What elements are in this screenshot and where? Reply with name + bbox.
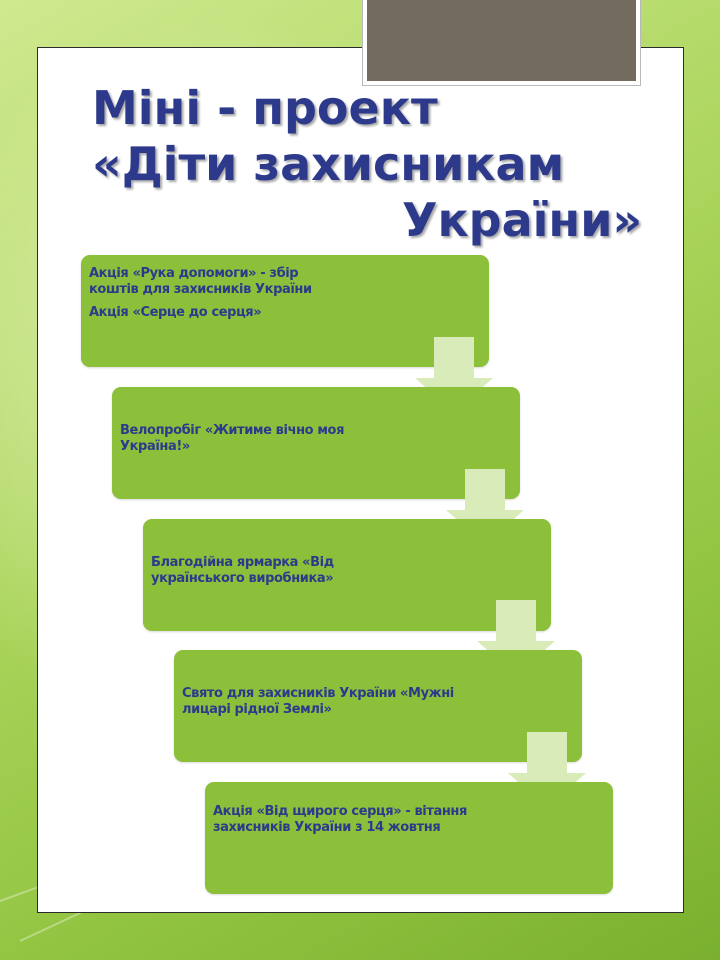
title-line-3: України» bbox=[402, 193, 643, 247]
process-step-5 bbox=[205, 782, 613, 894]
step-3-text: Благодійна ярмарка «Від українського виробника» bbox=[151, 555, 334, 586]
step-1-text-1: Акція «Рука допомоги» - збір коштів для захисників України bbox=[89, 266, 312, 297]
header-block bbox=[363, 0, 640, 85]
step-4-text: Свято для захисників України «Мужні лицарі рідної Землі» bbox=[182, 686, 454, 717]
step-1-text-2: Акція «Серце до серця» bbox=[89, 305, 262, 320]
slide-title bbox=[0, 80, 720, 248]
step-5-text: Акція «Від щирого серця» - вітання захисників України з 14 жовтня bbox=[213, 804, 467, 835]
step-2-text: Велопробіг «Житиме вічно моя Україна!» bbox=[120, 423, 345, 454]
title-line-2: «Діти захисникам bbox=[92, 137, 565, 191]
title-line-1: Міні - проект bbox=[92, 81, 438, 135]
